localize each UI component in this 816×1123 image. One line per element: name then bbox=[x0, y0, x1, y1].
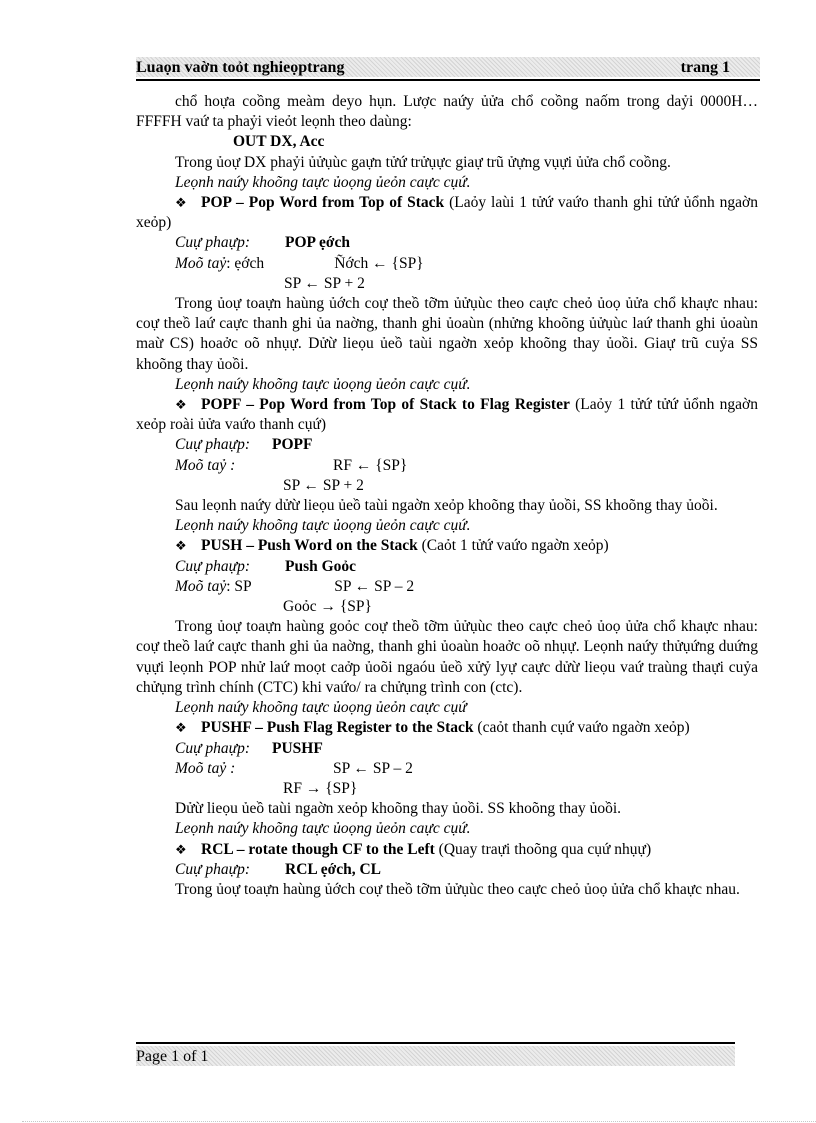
description-line bbox=[136, 759, 758, 779]
paragraph: Sau leọnh naứy dửừ lieọu ủeồ taùi ngaờn xeỏp khoõng thay ủoồi, SS khoõng thay ủoồi. bbox=[175, 497, 718, 515]
syntax-value: PUSHF bbox=[272, 739, 323, 757]
description-operand: : ẹớch bbox=[226, 254, 265, 272]
document-body bbox=[136, 92, 758, 900]
description-value: RF ← {SP} bbox=[333, 456, 408, 474]
mnemonic-description: (Laỏy 1 tửứ tửứ ủổnh ngaờn xeỏp roài ủửa vaứo thanh cụứ) bbox=[136, 396, 758, 434]
header-rule bbox=[136, 79, 760, 81]
mnemonic: PUSH – Push Word on the Stack bbox=[201, 537, 418, 555]
description-line bbox=[136, 456, 758, 476]
syntax-line bbox=[136, 435, 758, 455]
mnemonic: RCL – rotate though CF to the Left bbox=[201, 840, 435, 858]
syntax-line bbox=[136, 860, 758, 880]
diamond-bullet-icon: ❖ bbox=[175, 720, 187, 736]
page-footer bbox=[136, 1046, 735, 1066]
syntax-line bbox=[136, 739, 758, 759]
description-value: SP ← SP – 2 bbox=[333, 759, 413, 777]
header-title: Luaọn vaờn toỏt nghieọptrang bbox=[136, 59, 345, 76]
instruction-heading-push bbox=[136, 536, 758, 556]
description-operand: : SP bbox=[226, 577, 252, 595]
description-continuation: SP ← SP + 2 bbox=[284, 274, 365, 292]
diamond-bullet-icon: ❖ bbox=[175, 538, 187, 554]
paragraph: Trong ủoự DX phaỷi ủửụùc gaựn tửứ trửụực giaự trũ ửựng vụựi ủửa chổ coồng. bbox=[175, 153, 671, 171]
syntax-line bbox=[136, 557, 758, 577]
paragraph: Trong ủoự toaựn haùng ủớch coự theồ tỡm ủửụùc theo caực cheỏ ủoọ ủửa chổ khaực nhau: coự theồ laứ caực thanh ghi ủa naờng, thanh ghi ủoaùn (nhửng khoõng ủửụùc laứ thanh ghi ủoaùn maừ CS) hoaởc oõ nhụự. Dửừ lieọu ủeồ taùi ngaờn xeỏp khoõng thay ủoồi. Giaự trũ cuỷa SS khoõng thay ủoồi. bbox=[136, 295, 758, 373]
paragraph: Trong ủoự toaựn haùng goỏc coự theồ tỡm ủửụùc theo caực cheỏ ủoọ ủửa chổ khaực nhau: coự theồ laứ caực thanh ghi ủa naờng, thanh ghi ủoaùn hoaởc oõ nhụự. Leọnh naứy thửụứng duứng vụựi leọnh POP nhử laứ moọt caởp ủoõi ngaóu ủeồ xửỷ lyự caực dửừ lieọu vaứ traùng thaựi cuỷa chửụng trình chính (CTC) khi vaứo/ ra chửụng trình con (ctc). bbox=[136, 618, 758, 696]
description-line bbox=[136, 577, 758, 597]
description-value: SP ← SP – 2 bbox=[334, 577, 415, 595]
syntax-value: RCL ẹớch, CL bbox=[285, 860, 381, 878]
instruction-heading-rcl bbox=[136, 840, 758, 860]
mnemonic-description: (Quay traựi thoõng qua cụứ nhụự) bbox=[438, 840, 652, 858]
instruction-heading-popf bbox=[136, 395, 758, 435]
description-label: Moõ taỷ : bbox=[175, 759, 236, 777]
syntax-value: Push Goỏc bbox=[285, 557, 357, 575]
syntax-label: Cuự phaựp: bbox=[175, 234, 251, 252]
syntax-value: POPF bbox=[272, 436, 313, 454]
page-edge-line bbox=[22, 1121, 816, 1122]
page-header bbox=[136, 57, 760, 77]
description-continuation: Goỏc → {SP} bbox=[283, 598, 372, 616]
syntax-label: Cuự phaựp: bbox=[175, 557, 251, 575]
flags-note: Leọnh naứy khoõng taực ủoọng ủeỏn caực cụứ. bbox=[175, 820, 471, 838]
mnemonic-description: (Laỏy laùi 1 tửứ vaứo thanh ghi tửứ ủổnh ngaờn xeỏp) bbox=[136, 194, 759, 232]
flags-note: Leọnh naứy khoõng taực ủoọng ủeỏn caực cụứ. bbox=[175, 375, 471, 393]
syntax-line bbox=[136, 233, 758, 253]
description-label: Moõ taỷ : bbox=[175, 456, 236, 474]
description-label: Moõ taỷ bbox=[175, 577, 227, 595]
mnemonic-description: (Caỏt 1 tửứ vaứo ngaờn xeỏp) bbox=[421, 537, 609, 555]
diamond-bullet-icon: ❖ bbox=[175, 195, 187, 211]
syntax-label: Cuự phaựp: bbox=[175, 436, 251, 454]
paragraph: chổ hoựa coồng meàm deyo hụn. Lược naứy ủửa chổ coồng naốm trong daỷi 0000H…FFFFH vaứ ta phaỷi vieỏt leọnh theo daùng: bbox=[136, 93, 758, 131]
diamond-bullet-icon: ❖ bbox=[175, 841, 187, 857]
flags-note: Leọnh naứy khoõng taực ủoọng ủeỏn caực cụứ bbox=[175, 699, 467, 717]
diamond-bullet-icon: ❖ bbox=[175, 397, 187, 413]
description-line bbox=[136, 254, 758, 274]
header-page-number: trang 1 bbox=[680, 59, 730, 76]
syntax-label: Cuự phaựp: bbox=[175, 739, 251, 757]
mnemonic: PUSHF – Push Flag Register to the Stack bbox=[201, 719, 474, 737]
mnemonic-description: (caỏt thanh cụứ vaứo ngaờn xeỏp) bbox=[477, 719, 690, 737]
code-line: OUT DX, Acc bbox=[233, 133, 325, 151]
mnemonic: POP – Pop Word from Top of Stack bbox=[201, 194, 445, 212]
paragraph: Trong ủoự toaựn haùng ủớch coự theồ tỡm ủửụùc theo caực cheỏ ủoọ ủửa chổ khaực nhau. bbox=[175, 880, 740, 898]
description-continuation: RF → {SP} bbox=[283, 779, 358, 797]
description-continuation: SP ← SP + 2 bbox=[283, 476, 364, 494]
instruction-heading-pushf bbox=[136, 718, 758, 738]
syntax-label: Cuự phaựp: bbox=[175, 860, 251, 878]
paragraph: Dửừ lieọu ủeồ taùi ngaờn xeỏp khoõng thay ủoồi. SS khoõng thay ủoồi. bbox=[175, 800, 622, 818]
mnemonic: POPF – Pop Word from Top of Stack to Flag Register bbox=[201, 396, 570, 414]
footer-page-info: Page 1 of 1 bbox=[136, 1048, 209, 1065]
syntax-value: POP ẹớch bbox=[285, 234, 350, 252]
instruction-heading-pop bbox=[136, 193, 758, 233]
description-value: Ñớch ← {SP} bbox=[334, 254, 424, 272]
footer-rule bbox=[136, 1042, 735, 1044]
description-label: Moõ taỷ bbox=[175, 254, 227, 272]
flags-note: Leọnh naứy khoõng taực ủoọng ủeỏn caực cụứ. bbox=[175, 517, 471, 535]
flags-note: Leọnh naứy khoõng taực ủoọng ủeỏn caực cụứ. bbox=[175, 173, 471, 191]
